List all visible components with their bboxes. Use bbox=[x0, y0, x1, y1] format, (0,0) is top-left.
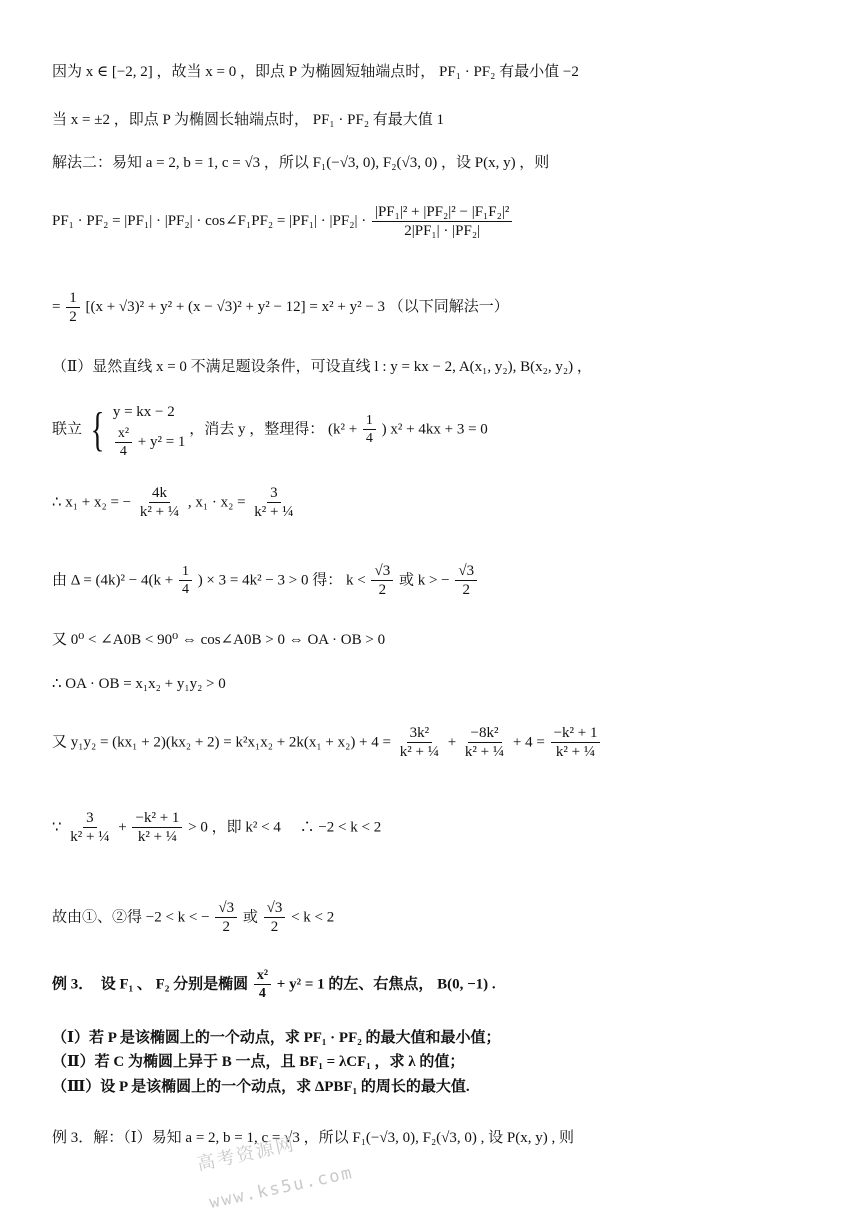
line-7-quarter-den: 4 bbox=[365, 431, 373, 446]
line-14-frac-2-den: 2 bbox=[270, 919, 279, 935]
line-7-post1: ，消去 y ，整理得： bbox=[189, 421, 325, 438]
line-13-plus: + bbox=[118, 819, 127, 836]
line-8-frac-2 bbox=[251, 485, 296, 520]
line-5-half-num: 1 bbox=[66, 290, 80, 308]
line-18-text: （Ⅲ）设 P 是该椭圆上的一个动点，求 ΔPBF₁ 的周长的最大值. bbox=[52, 1079, 470, 1095]
line-12-plus: + bbox=[447, 734, 457, 751]
line-9-quarter-den: 4 bbox=[181, 582, 189, 597]
line-15-frac-den: 4 bbox=[258, 986, 266, 1001]
line-13-post: > 0 ，即 k² < 4 ∴ −2 < k < 2 bbox=[188, 819, 382, 836]
line-13-frac-2-den: k² + ¼ bbox=[137, 829, 178, 845]
watermark-logo: 高考资源网 bbox=[195, 1133, 298, 1176]
line-9-mid: ) × 3 = 4k² − 3 > 0 得： k < bbox=[197, 572, 366, 589]
line-19-text: 例 3．解：（Ⅰ）易知 a = 2, b = 1, c = √3 ，所以 F₁(−√3, 0), F₂(√3, 0) , 设 P(x, y) , 则 bbox=[52, 1130, 574, 1146]
line-1 bbox=[52, 62, 579, 82]
line-9-root-2-num: √3 bbox=[455, 563, 477, 581]
example-3-part-3 bbox=[52, 1077, 470, 1097]
line-5-half bbox=[66, 290, 80, 325]
line-10 bbox=[52, 630, 385, 650]
line-14-pre: 故由①、②得 −2 < k < − bbox=[52, 909, 210, 926]
line-17-text: （Ⅱ）若 C 为椭圆上异于 B 一点，且 BF₁ = λCF₁ ，求 λ 的值； bbox=[52, 1054, 465, 1070]
watermark-url: www.ks5u.com bbox=[207, 1162, 356, 1214]
brace-icon: { bbox=[90, 402, 105, 456]
line-14-frac-1-den: 2 bbox=[222, 919, 230, 935]
line-8-frac-1-den: k² + ¼ bbox=[139, 504, 180, 520]
line-12-frac-1-den: k² + ¼ bbox=[399, 744, 439, 760]
line-4-fraction-den: 2|PF₁| · |PF₂| bbox=[404, 223, 481, 239]
line-12-frac-3-num: −k² + 1 bbox=[551, 725, 601, 743]
line-13-pre: ∵ bbox=[52, 819, 62, 836]
line-12-frac-3-den: k² + ¼ bbox=[555, 744, 596, 760]
line-15-frac bbox=[254, 968, 271, 1001]
line-12-mid: + 4 = bbox=[512, 734, 545, 751]
line-2-text: 当 x = ±2 ，即点 P 为椭圆长轴端点时， PF₁ · PF₂ 有最大值 1 bbox=[52, 112, 445, 128]
system-eq-2-frac-den: 4 bbox=[119, 444, 127, 459]
line-7-pre: 联立 bbox=[52, 421, 83, 438]
line-3 bbox=[52, 153, 549, 173]
line-13-frac-2 bbox=[132, 810, 182, 845]
equation-system-rows bbox=[113, 400, 186, 459]
line-8-pre: ∴ x₁ + x₂ = − bbox=[52, 494, 132, 511]
line-13 bbox=[52, 810, 381, 845]
line-9-root-1-num: √3 bbox=[371, 563, 393, 581]
line-8-frac-2-den: k² + ¼ bbox=[254, 504, 294, 520]
line-14-post: < k < 2 bbox=[291, 909, 335, 926]
line-9-root-2 bbox=[455, 563, 477, 598]
line-5 bbox=[52, 290, 509, 325]
line-13-frac-1-num: 3 bbox=[83, 810, 97, 828]
line-8-mid: , x₁ · x₂ = bbox=[187, 494, 246, 511]
line-14 bbox=[52, 900, 334, 935]
line-8-frac-1 bbox=[137, 485, 182, 520]
line-5-pre: = bbox=[52, 298, 61, 315]
line-12-frac-2 bbox=[462, 725, 507, 760]
line-9-root-1 bbox=[371, 563, 393, 598]
line-9-quarter bbox=[179, 564, 192, 597]
line-5-half-den: 2 bbox=[69, 309, 77, 325]
line-12-frac-3 bbox=[551, 725, 601, 760]
system-eq-2-rest: + y² = 1 bbox=[137, 433, 186, 450]
line-4 bbox=[52, 204, 514, 239]
line-14-frac-2-num: √3 bbox=[264, 900, 286, 918]
equation-system bbox=[86, 400, 186, 459]
line-6-text: （Ⅱ）显然直线 x = 0 不满足题设条件，可设直线 l : y = kx − 2, A(x₁, y₂), B(x₂, y₂) ， bbox=[52, 359, 592, 375]
line-1-text: 因为 x ∈ [−2, 2] ，故当 x = 0 ，即点 P 为椭圆短轴端点时， PF₁ · PF₂ 有最小值 −2 bbox=[52, 64, 579, 80]
line-9-quarter-num: 1 bbox=[179, 564, 192, 581]
line-9-or: 或 k > − bbox=[398, 572, 450, 589]
line-16-text: （Ⅰ）若 P 是该椭圆上的一个动点，求 PF₁ · PF₂ 的最大值和最小值； bbox=[52, 1030, 501, 1046]
line-10-text: 又 0⁰ < ∠A0B < 90⁰ ⇔ cos∠A0B > 0 ⇔ OA · OB > 0 bbox=[52, 632, 386, 648]
line-4-fraction-num: |PF₁|² + |PF₂|² − |F₁F₂|² bbox=[372, 204, 512, 222]
line-9-root-2-den: 2 bbox=[462, 582, 470, 598]
line-14-or: 或 bbox=[242, 909, 258, 926]
line-7 bbox=[52, 400, 488, 459]
line-6 bbox=[52, 357, 592, 377]
example-3-solution bbox=[52, 1128, 574, 1148]
line-12 bbox=[52, 725, 602, 760]
line-4-lhs: PF₁ · PF₂ = |PF₁| · |PF₂| · cos∠F₁PF₂ = |PF₁| · |PF₂| · bbox=[52, 212, 367, 229]
line-12-frac-1-num: 3k² bbox=[407, 725, 433, 743]
line-14-frac-1 bbox=[215, 900, 237, 935]
line-15-frac-num: x² bbox=[254, 968, 271, 985]
line-3-text: 解法二：易知 a = 2, b = 1, c = √3 ，所以 F₁(−√3, 0), F₂(√3, 0) ，设 P(x, y) ，则 bbox=[52, 155, 550, 171]
line-9 bbox=[52, 563, 479, 598]
line-13-frac-1 bbox=[67, 810, 112, 845]
line-9-pre: 由 Δ = (4k)² − 4(k + bbox=[52, 572, 174, 589]
line-12-frac-2-num: −8k² bbox=[468, 725, 502, 743]
line-11 bbox=[52, 674, 226, 694]
example-3-part-2 bbox=[52, 1052, 464, 1072]
system-eq-1: y = kx − 2 bbox=[112, 404, 175, 420]
line-7-quarter bbox=[363, 413, 376, 446]
line-12-frac-1 bbox=[397, 725, 442, 760]
line-15-pre: 例 3． 设 F₁ 、 F₂ 分别是椭圆 bbox=[52, 976, 249, 993]
system-eq-2-frac-num: x² bbox=[115, 426, 132, 443]
line-8-frac-1-num: 4k bbox=[149, 485, 170, 503]
line-4-fraction bbox=[372, 204, 512, 239]
line-7-quarter-num: 1 bbox=[363, 413, 376, 430]
line-11-text: ∴ OA · OB = x₁x₂ + y₁y₂ > 0 bbox=[52, 676, 226, 692]
line-12-frac-2-den: k² + ¼ bbox=[464, 744, 505, 760]
example-3-heading bbox=[52, 968, 496, 1001]
line-14-frac-2 bbox=[264, 900, 286, 935]
line-14-frac-1-num: √3 bbox=[215, 900, 237, 918]
system-eq-2 bbox=[113, 426, 186, 459]
line-8-frac-2-num: 3 bbox=[267, 485, 281, 503]
line-5-rest: [(x + √3)² + y² + (x − √3)² + y² − 12] = x² + y² − 3 （以下同解法一） bbox=[85, 298, 509, 315]
line-13-frac-1-den: k² + ¼ bbox=[70, 829, 110, 845]
line-7-post2: (k² + bbox=[327, 421, 358, 438]
example-3-part-1 bbox=[52, 1028, 501, 1048]
line-13-frac-2-num: −k² + 1 bbox=[132, 810, 182, 828]
line-15-post: + y² = 1 的左、右焦点， B(0, −1) . bbox=[276, 976, 496, 993]
line-8 bbox=[52, 485, 299, 520]
line-9-root-1-den: 2 bbox=[378, 582, 387, 598]
line-12-pre: 又 y₁y₂ = (kx₁ + 2)(kx₂ + 2) = k²x₁x₂ + 2k(x₁ + x₂) + 4 = bbox=[52, 734, 391, 751]
line-7-post3: ) x² + 4kx + 3 = 0 bbox=[381, 421, 488, 438]
line-2 bbox=[52, 110, 444, 130]
system-eq-2-frac bbox=[115, 426, 132, 459]
